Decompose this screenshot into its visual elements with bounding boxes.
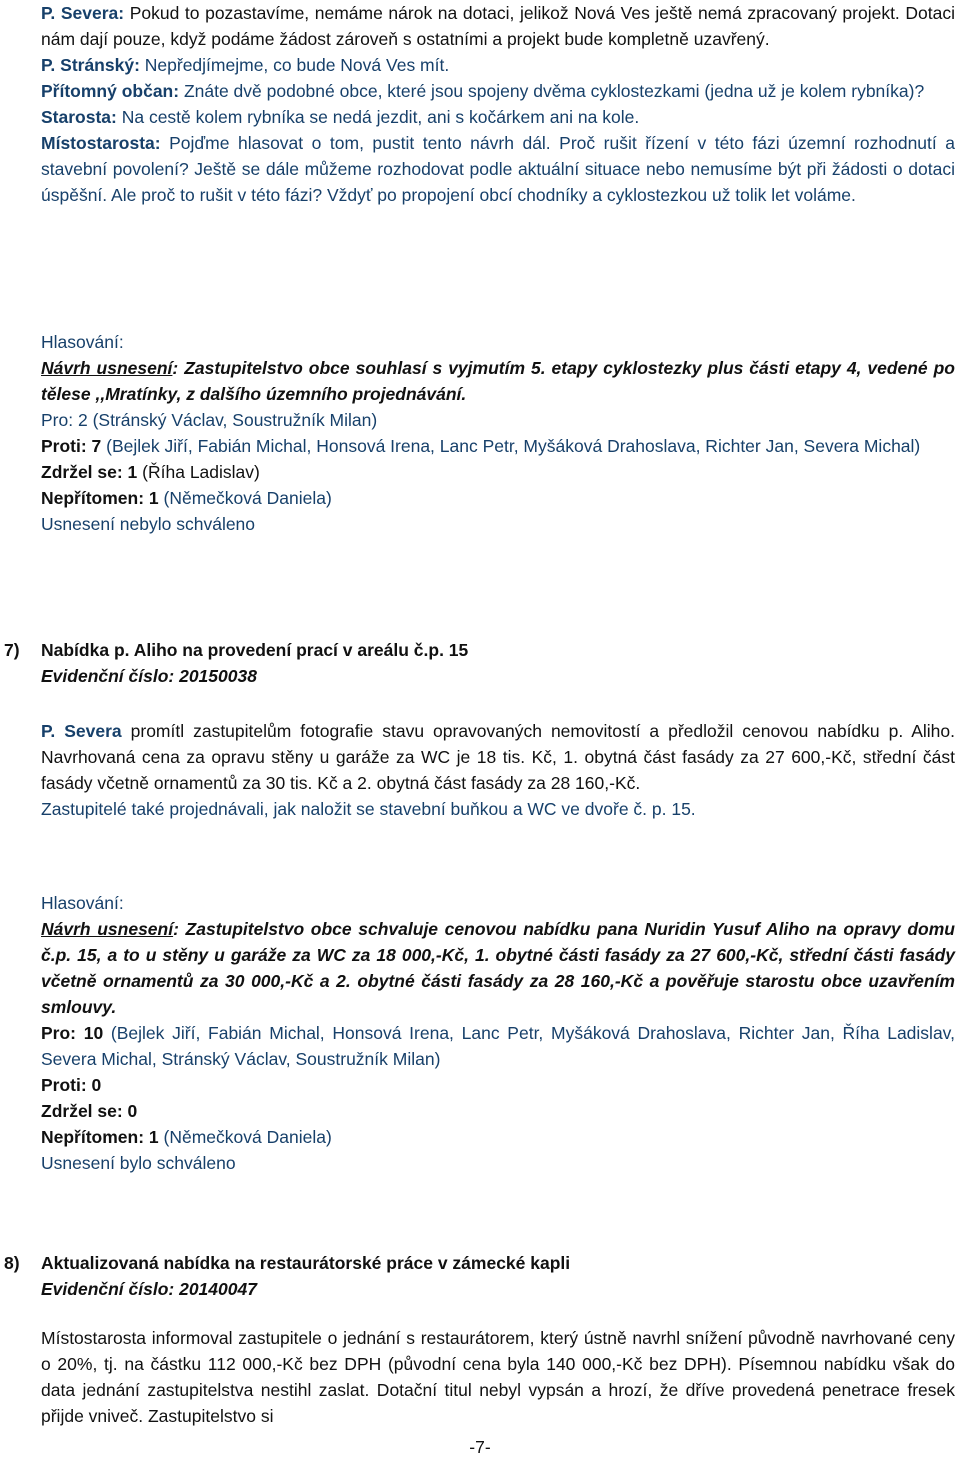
pro-label: Pro: 10	[41, 1023, 104, 1043]
section-number: 7)	[4, 640, 20, 660]
speaker-label: Místostarosta:	[41, 133, 161, 153]
vote-block-2	[41, 890, 955, 1176]
section-title	[4, 1250, 955, 1276]
section-title-text: Aktualizovaná nabídka na restaurátorské práce v zámecké kapli	[41, 1253, 571, 1273]
pro-names: (Stránský Václav, Soustružník Milan)	[87, 410, 378, 430]
speaker-label: Starosta:	[41, 107, 117, 127]
nepritomen-label: Nepřítomen: 1	[41, 488, 159, 508]
vote-nepritomen	[41, 485, 955, 511]
vote-block-1	[41, 329, 955, 537]
proposal-text: : Zastupitelstvo obce souhlasí s vyjmutím 5. etapy cyklostezky plus části etapy 4, vedené po tělese ,,Mratínky, z dalšího územního projednávání.	[41, 358, 955, 404]
proposal-text: : Zastupitelstvo obce schvaluje cenovou nabídku pana Nuridin Yusuf Aliho na opravy domu č.p. 15, a to u stěny u garáže za WC za 18 000,-Kč, 1. obytné části fasády za 27 600,-Kč, střední části fasády včetně ornamentů za 30 000,-Kč a 2. obytné části fasády za 28 160,-Kč a pověřuje starostu obce uzavřením smlouvy.	[41, 919, 955, 1017]
evidence-number: Evidenční číslo: 20150038	[41, 666, 257, 686]
dialogue-block	[41, 0, 955, 208]
nepritomen-names: (Němečková Daniela)	[158, 488, 332, 508]
section-title	[4, 637, 955, 663]
dialogue-line-starosta	[41, 104, 955, 130]
speaker-label: Přítomný občan:	[41, 81, 180, 101]
dialogue-line-stransky	[41, 52, 955, 78]
vote-heading: Hlasování:	[41, 332, 124, 352]
vote-pro	[41, 1020, 955, 1072]
speech-text: Znáte dvě podobné obce, které jsou spojeny dvěma cyklostezkami (jedna už je kolem rybníka)?	[179, 81, 925, 101]
speaker-label: P. Severa:	[41, 3, 125, 23]
proti-label: Proti: 7	[41, 436, 102, 456]
dialogue-line-mistostarosta	[41, 130, 955, 208]
speaker-label: P. Stránský:	[41, 55, 140, 75]
nepritomen-label: Nepřítomen: 1	[41, 1127, 159, 1147]
speaker-label: P. Severa	[41, 721, 122, 741]
proposal-label: Návrh usnesení	[41, 919, 174, 939]
vote-proti	[41, 433, 955, 459]
section-7	[4, 637, 955, 689]
speech-text: Pojďme hlasovat o tom, pustit tento návrh dál. Proč rušit řízení v této fázi územní rozhodnutí a stavební povolení? Ještě se dále můžeme rozhodovat podle aktuální situace nebo nemusíme být při žádosti o dotaci úspěšní. Ale proč to rušit v této fázi? Vždyť po propojení obcí chodníky a cyklostezkou už tolik let voláme.	[41, 133, 955, 205]
resolution-proposal	[41, 916, 955, 1020]
vote-zdrzel: Zdržel se: 0	[41, 1101, 138, 1121]
paragraph-text: promítl zastupitelům fotografie stavu opravovaných nemovitostí a předložil cenovou nabídku p. Aliho. Navrhovaná cena za opravu stěny u garáže za WC je 18 tis. Kč, 1. obytná část fasády za 27 600,-Kč, střední část fasády včetně ornamentů za 30 tis. Kč a 2. obytná část fasády za 28 160,-Kč.	[41, 721, 955, 793]
vote-proti: Proti: 0	[41, 1075, 102, 1095]
section-number: 8)	[4, 1253, 20, 1273]
vote-zdrzel	[41, 459, 955, 485]
evidence-number: Evidenční číslo: 20140047	[41, 1279, 257, 1299]
pro-names: (Bejlek Jiří, Fabián Michal, Honsová Irena, Lanc Petr, Myšáková Drahoslava, Richter Jan, Říha Ladislav, Severa Michal, Stránský Václav, Soustružník Milan)	[41, 1023, 955, 1069]
dialogue-line-severa	[41, 0, 955, 52]
vote-result: Usnesení bylo schváleno	[41, 1153, 236, 1173]
vote-nepritomen	[41, 1124, 955, 1150]
vote-result: Usnesení nebylo schváleno	[41, 514, 256, 534]
speech-text: Na cestě kolem rybníka se nedá jezdit, ani s kočárkem ani na kole.	[116, 107, 640, 127]
section-7-paragraph	[41, 718, 955, 796]
speech-text: Nepředjímejme, co bude Nová Ves mít.	[139, 55, 450, 75]
speech-text: Pokud to pozastavíme, nemáme nárok na dotaci, jelikož Nová Ves ještě nemá zpracovaný projekt. Dotaci nám dají pouze, když podáme žádost zároveň s ostatními a projekt bude kompletně uzavřený.	[41, 3, 955, 49]
section-7-paragraph-2: Zastupitelé také projednávali, jak naložit se stavební buňkou a WC ve dvoře č. p. 15.	[41, 799, 696, 819]
proposal-label: Návrh usnesení	[41, 358, 173, 378]
section-8	[4, 1250, 955, 1302]
zdrzel-label: Zdržel se: 1	[41, 462, 138, 482]
pro-label: Pro: 2	[41, 410, 88, 430]
page-number: -7-	[469, 1437, 491, 1457]
section-7-body	[41, 718, 955, 822]
dialogue-line-obcan	[41, 78, 955, 104]
section-title-text: Nabídka p. Aliho na provedení prací v areálu č.p. 15	[41, 640, 469, 660]
nepritomen-names: (Němečková Daniela)	[158, 1127, 332, 1147]
resolution-proposal	[41, 355, 955, 407]
vote-heading: Hlasování:	[41, 893, 124, 913]
section-8-paragraph: Místostarosta informoval zastupitele o jednání s restaurátorem, který ústně navrhl snížení původně navrhované ceny o 20%, tj. na částku 112 000,-Kč bez DPH (původní cena byla 140 000,-Kč bez DPH). Písemnou nabídku však do data jednání zastupitelstva nestihl zaslat. Dotační titul nebyl vypsán a hrozí, že dříve provedená penetrace fresek přijde vniveč. Zastupitelstvo si	[41, 1328, 955, 1426]
zdrzel-names: (Říha Ladislav)	[137, 462, 260, 482]
section-8-body	[41, 1325, 955, 1429]
proti-names: (Bejlek Jiří, Fabián Michal, Honsová Irena, Lanc Petr, Myšáková Drahoslava, Richter Jan, Severa Michal)	[101, 436, 921, 456]
vote-pro	[41, 407, 955, 433]
